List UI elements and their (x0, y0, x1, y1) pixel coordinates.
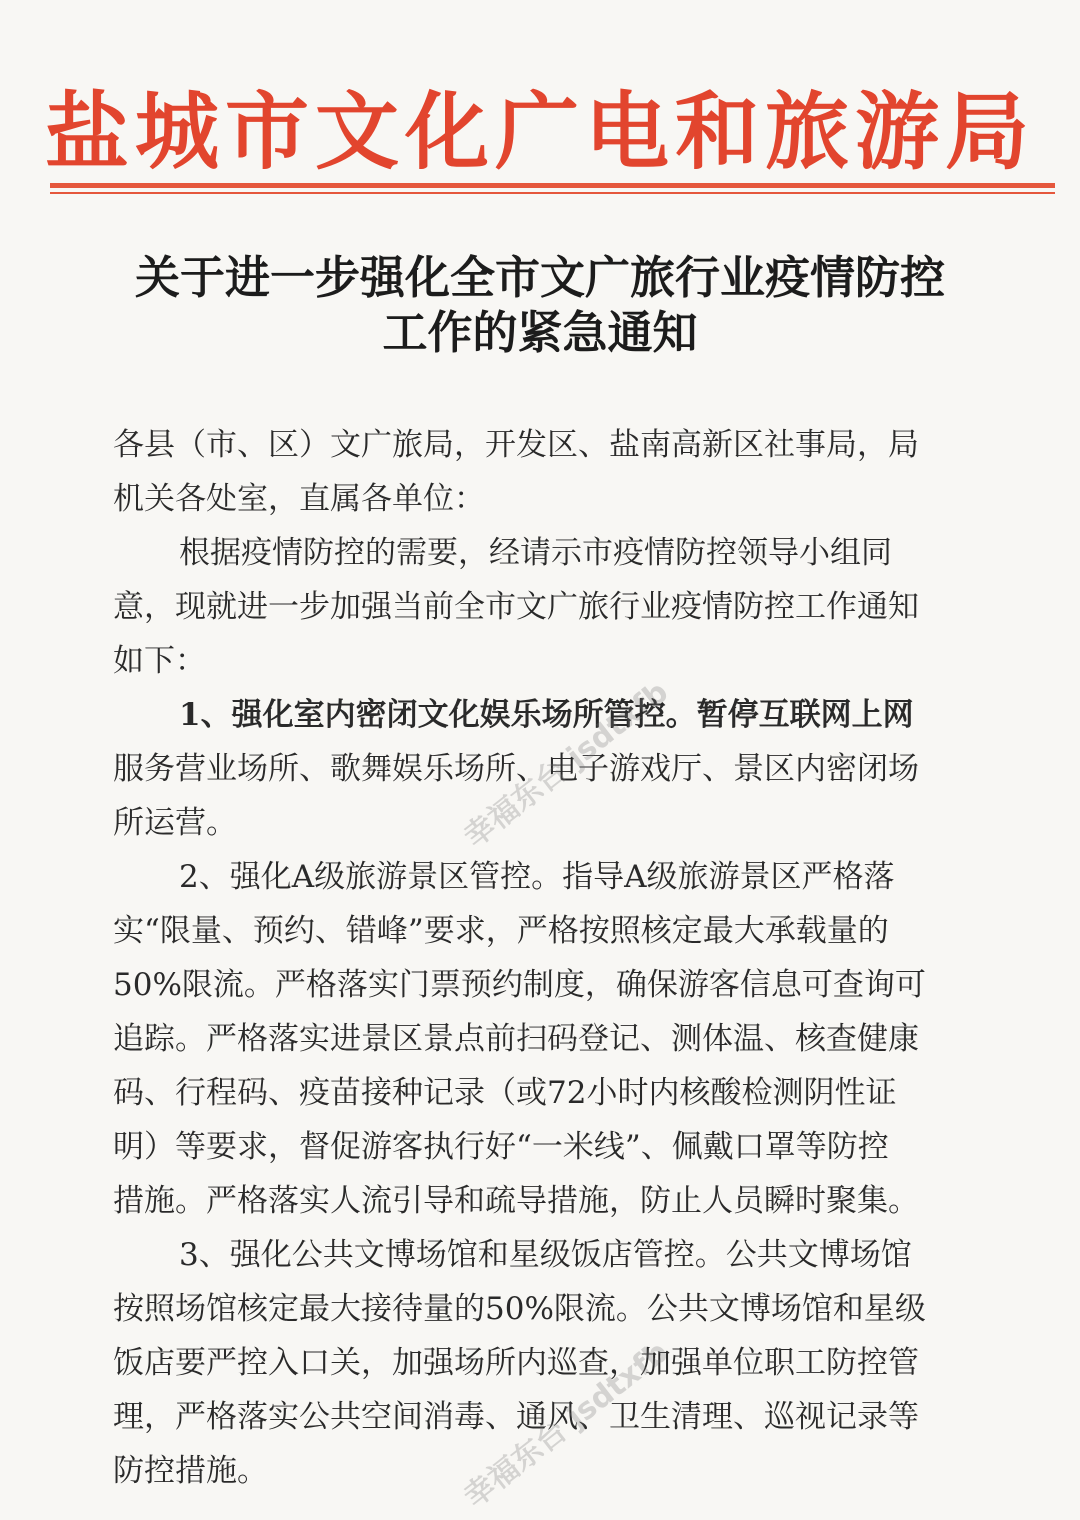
body-line: 追踪。严格落实进景区景点前扫码登记、测体温、核查健康 (113, 1021, 919, 1057)
body-line: 码、行程码、疫苗接种记录（或72小时内核酸检测阴性证 (113, 1075, 897, 1111)
body-line: 机关各处室，直属各单位： (113, 481, 485, 517)
body-line: 如下： (113, 643, 206, 679)
watermark: 幸福东台 jsdtxfb (457, 1334, 675, 1515)
body-line: 明）等要求，督促游客执行好“一米线”、佩戴口罩等防控 (113, 1129, 889, 1165)
body-line: 措施。严格落实人流引导和疏导措施，防止人员瞬时聚集。 (113, 1183, 919, 1219)
document-body (113, 418, 973, 1498)
agency-letterhead: 盐城市文化广电和旅游局 (44, 83, 1035, 181)
body-line: 各县（市、区）文广旅局，开发区、盐南高新区社事局，局 (113, 427, 919, 463)
letterhead-rule-thick (50, 183, 1055, 188)
body-line: 服务营业场所、歌舞娱乐场所、电子游戏厅、景区内密闭场 (113, 751, 919, 787)
body-line: 1、强化室内密闭文化娱乐场所管控。暂停互联网上网 (179, 697, 914, 733)
body-line: 实“限量、预约、错峰”要求，严格按照核定最大承载量的 (113, 913, 889, 949)
body-line: 3、强化公共文博场馆和星级饭店管控。公共文博场馆 (179, 1237, 912, 1273)
watermark: 幸福东台 jsdtxfb (457, 674, 675, 855)
body-line: 按照场馆核定最大接待量的50%限流。公共文博场馆和星级 (113, 1291, 926, 1327)
body-line: 意，现就进一步加强当前全市文广旅行业疫情防控工作通知 (113, 589, 919, 625)
body-line: 防控措施。 (113, 1453, 268, 1489)
document-title-line-1: 关于进一步强化全市文广旅行业疫情防控 (134, 251, 945, 304)
body-line: 2、强化A级旅游景区管控。指导A级旅游景区严格落 (179, 859, 895, 895)
letterhead-rule-thin (50, 192, 1055, 194)
body-line: 所运营。 (113, 805, 237, 841)
body-line: 50%限流。严格落实门票预约制度，确保游客信息可查询可 (113, 967, 926, 1003)
body-line: 理，严格落实公共空间消毒、通风、卫生清理、巡视记录等 (113, 1399, 919, 1435)
body-line: 根据疫情防控的需要，经请示市疫情防控领导小组同 (179, 535, 892, 571)
document-title-line-2: 工作的紧急通知 (382, 306, 698, 359)
document-title (0, 250, 1080, 360)
body-line: 饭店要严控入口关，加强场所内巡查，加强单位职工防控管 (113, 1345, 919, 1381)
